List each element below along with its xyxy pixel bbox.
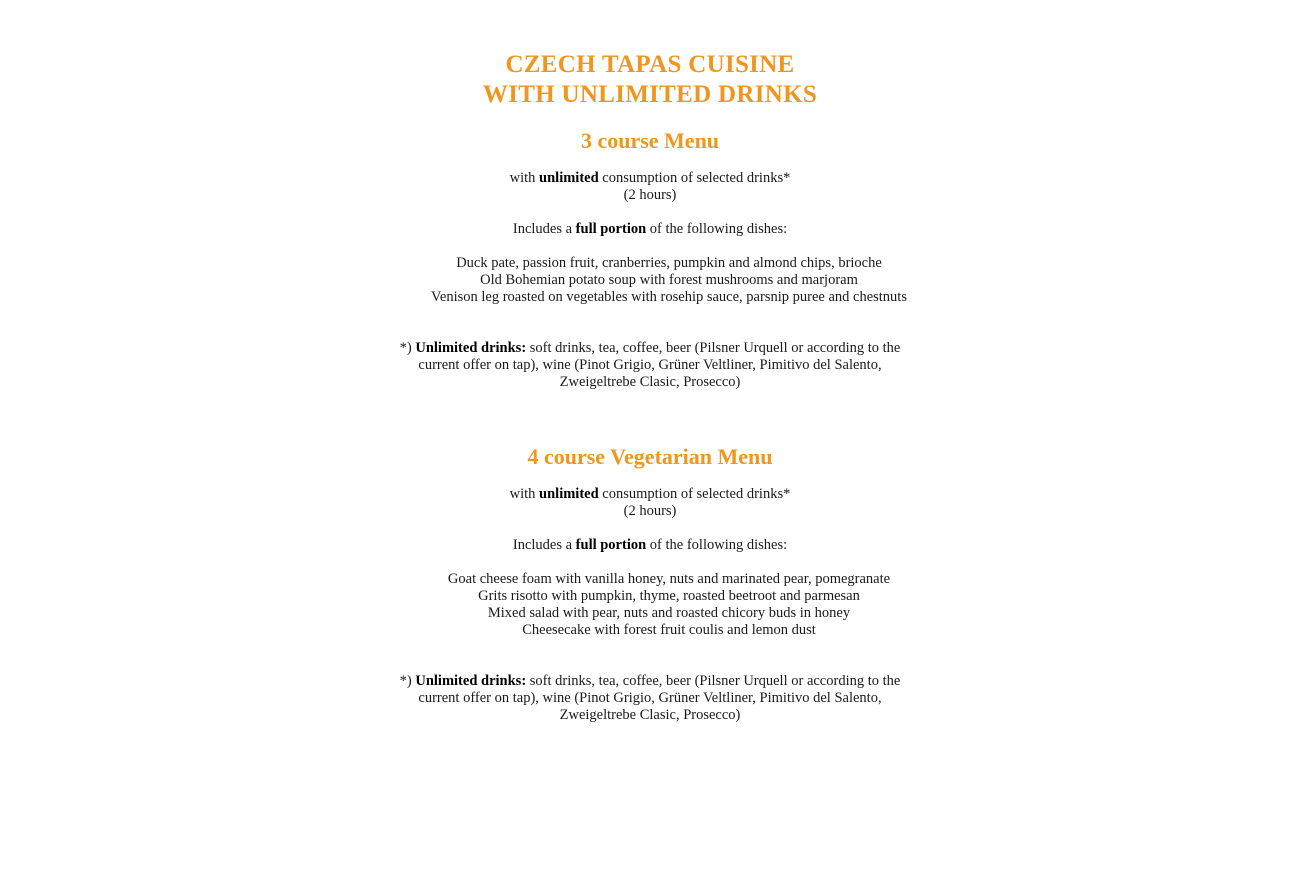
with-suffix: consumption of selected drinks* xyxy=(602,486,791,502)
includes-suffix: of the following dishes: xyxy=(649,221,788,237)
menu-section-4-course-vegetarian xyxy=(380,444,920,724)
dish-item: Mixed salad with pear, nuts and roasted chicory buds in honey xyxy=(487,605,851,621)
menu-section-3-course xyxy=(380,128,920,391)
unlimited-bold: unlimited xyxy=(539,170,599,186)
includes-prefix: Includes a xyxy=(512,537,573,553)
footnote-text: soft drinks, tea, coffee, beer (Pilsner Urquell or according to the current offer on tap), wine (Pinot Grigio, Grüner Veltliner, Pimitivo del Salento, Zweigeltrebe Clasic, Prosecco) xyxy=(418,673,901,723)
title-line-1: CZECH TAPAS CUISINE xyxy=(505,51,795,78)
footnote-text: soft drinks, tea, coffee, beer (Pilsner Urquell or according to the current offer on tap), wine (Pinot Grigio, Grüner Veltliner, Pimitivo del Salento, Zweigeltrebe Clasic, Prosecco) xyxy=(418,340,901,390)
full-portion-bold: full portion xyxy=(575,537,647,553)
with-prefix: with xyxy=(509,486,536,502)
dish-item: Duck pate, passion fruit, cranberries, pumpkin and almond chips, brioche xyxy=(456,255,882,271)
menu-heading: 3 course Menu xyxy=(580,128,720,153)
drinks-consumption-line xyxy=(380,486,920,503)
includes-line xyxy=(380,221,920,238)
footnote-marker: *) xyxy=(399,673,412,689)
drinks-consumption-line xyxy=(380,170,920,187)
full-portion-bold: full portion xyxy=(575,221,647,237)
with-prefix: with xyxy=(509,170,536,186)
menu-document xyxy=(380,50,920,724)
unlimited-drinks-bold: Unlimited drinks: xyxy=(415,673,527,689)
dish-item: Grits risotto with pumpkin, thyme, roasted beetroot and parmesan xyxy=(478,588,860,604)
drinks-footnote xyxy=(380,673,920,724)
duration-text: (2 hours) xyxy=(623,187,677,203)
dish-list xyxy=(380,571,920,639)
includes-prefix: Includes a xyxy=(512,221,573,237)
includes-line xyxy=(380,537,920,554)
title-line-2: WITH UNLIMITED DRINKS xyxy=(482,81,818,108)
dish-list xyxy=(380,255,920,306)
drinks-footnote xyxy=(380,340,920,391)
dish-item: Goat cheese foam with vanilla honey, nuts and marinated pear, pomegranate xyxy=(447,571,891,587)
dish-item: Venison leg roasted on vegetables with rosehip sauce, parsnip puree and chestnuts xyxy=(431,289,907,305)
menu-heading: 4 course Vegetarian Menu xyxy=(527,444,773,469)
with-suffix: consumption of selected drinks* xyxy=(602,170,791,186)
dish-item: Old Bohemian potato soup with forest mushrooms and marjoram xyxy=(480,272,858,288)
unlimited-bold: unlimited xyxy=(539,486,599,502)
dish-item: Cheesecake with forest fruit coulis and lemon dust xyxy=(522,622,816,638)
includes-suffix: of the following dishes: xyxy=(649,537,788,553)
unlimited-drinks-bold: Unlimited drinks: xyxy=(415,340,527,356)
duration-text: (2 hours) xyxy=(623,503,677,519)
footnote-marker: *) xyxy=(399,340,412,356)
document-title xyxy=(380,50,920,110)
